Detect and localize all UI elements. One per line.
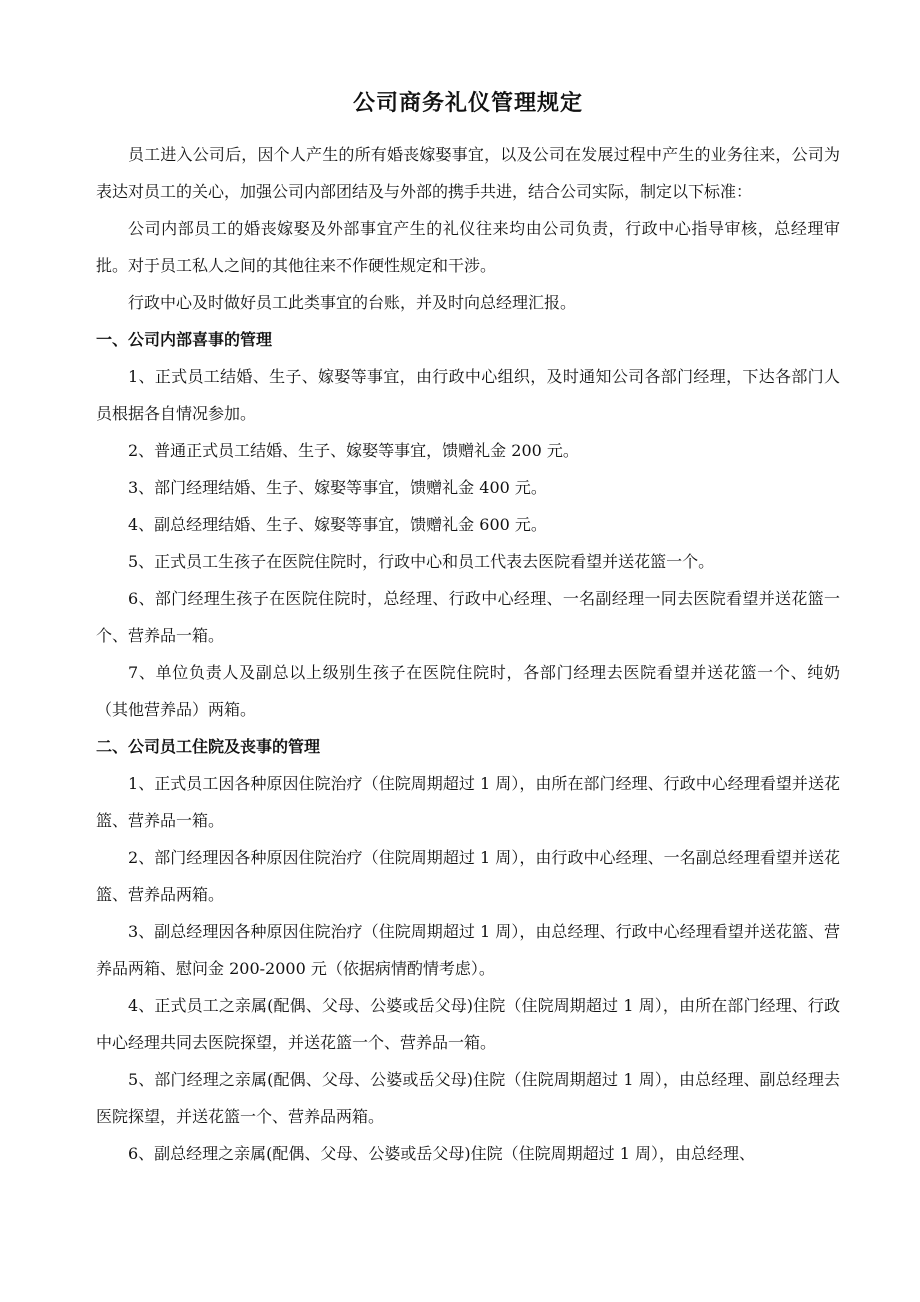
section-item: 3、部门经理结婚、生子、嫁娶等事宜，馈赠礼金 400 元。: [128, 478, 547, 497]
section-item: 6、副总经理之亲属(配偶、父母、公婆或岳父母)住院（住院周期超过 1 周），由总经理、: [128, 1144, 756, 1163]
section-item: 1、正式员工结婚、生子、嫁娶等事宜，由行政中心组织，及时通知公司各部门经理，下达各部门人员根据各自情况参加。: [96, 367, 840, 423]
intro-paragraph: 公司内部员工的婚丧嫁娶及外部事宜产生的礼仪往来均由公司负责，行政中心指导审核，总经理审批。对于员工私人之间的其他往来不作硬性规定和干涉。: [96, 219, 840, 275]
document-page: [96, 86, 840, 1172]
section-item: 4、正式员工之亲属(配偶、父母、公婆或岳父母)住院（住院周期超过 1 周），由所在部门经理、行政中心经理共同去医院探望，并送花篮一个、营养品一箱。: [96, 996, 840, 1052]
section-item: 5、正式员工生孩子在医院住院时，行政中心和员工代表去医院看望并送花篮一个。: [128, 552, 715, 571]
section-item: 2、部门经理因各种原因住院治疗（住院周期超过 1 周），由行政中心经理、一名副总经理看望并送花篮、营养品两箱。: [96, 848, 840, 904]
section-heading: 一、公司内部喜事的管理: [96, 330, 273, 349]
section-heading: 二、公司员工住院及丧事的管理: [96, 737, 321, 756]
section-item: 1、正式员工因各种原因住院治疗（住院周期超过 1 周），由所在部门经理、行政中心经理看望并送花篮、营养品一箱。: [96, 774, 840, 830]
section-item: 3、副总经理因各种原因住院治疗（住院周期超过 1 周），由总经理、行政中心经理看望并送花篮、营养品两箱、慰问金 200-2000 元（依据病情酌情考虑）。: [96, 922, 840, 978]
intro-paragraph: 员工进入公司后，因个人产生的所有婚丧嫁娶事宜，以及公司在发展过程中产生的业务往来，公司为表达对员工的关心，加强公司内部团结及与外部的携手共进，结合公司实际，制定以下标准：: [96, 145, 840, 201]
intro-paragraph: 行政中心及时做好员工此类事宜的台账，并及时向总经理汇报。: [128, 293, 577, 312]
section-item: 6、部门经理生孩子在医院住院时，总经理、行政中心经理、一名副经理一同去医院看望并送花篮一个、营养品一箱。: [96, 589, 840, 645]
section-item: 2、普通正式员工结婚、生子、嫁娶等事宜，馈赠礼金 200 元。: [128, 441, 579, 460]
section-item: 7、单位负责人及副总以上级别生孩子在医院住院时，各部门经理去医院看望并送花篮一个、纯奶（其他营养品）两箱。: [96, 663, 840, 719]
section-item: 5、部门经理之亲属(配偶、父母、公婆或岳父母)住院（住院周期超过 1 周），由总经理、副总经理去医院探望，并送花篮一个、营养品两箱。: [96, 1070, 840, 1126]
document-title: 公司商务礼仪管理规定: [352, 91, 583, 116]
section-item: 4、副总经理结婚、生子、嫁娶等事宜，馈赠礼金 600 元。: [128, 515, 547, 534]
